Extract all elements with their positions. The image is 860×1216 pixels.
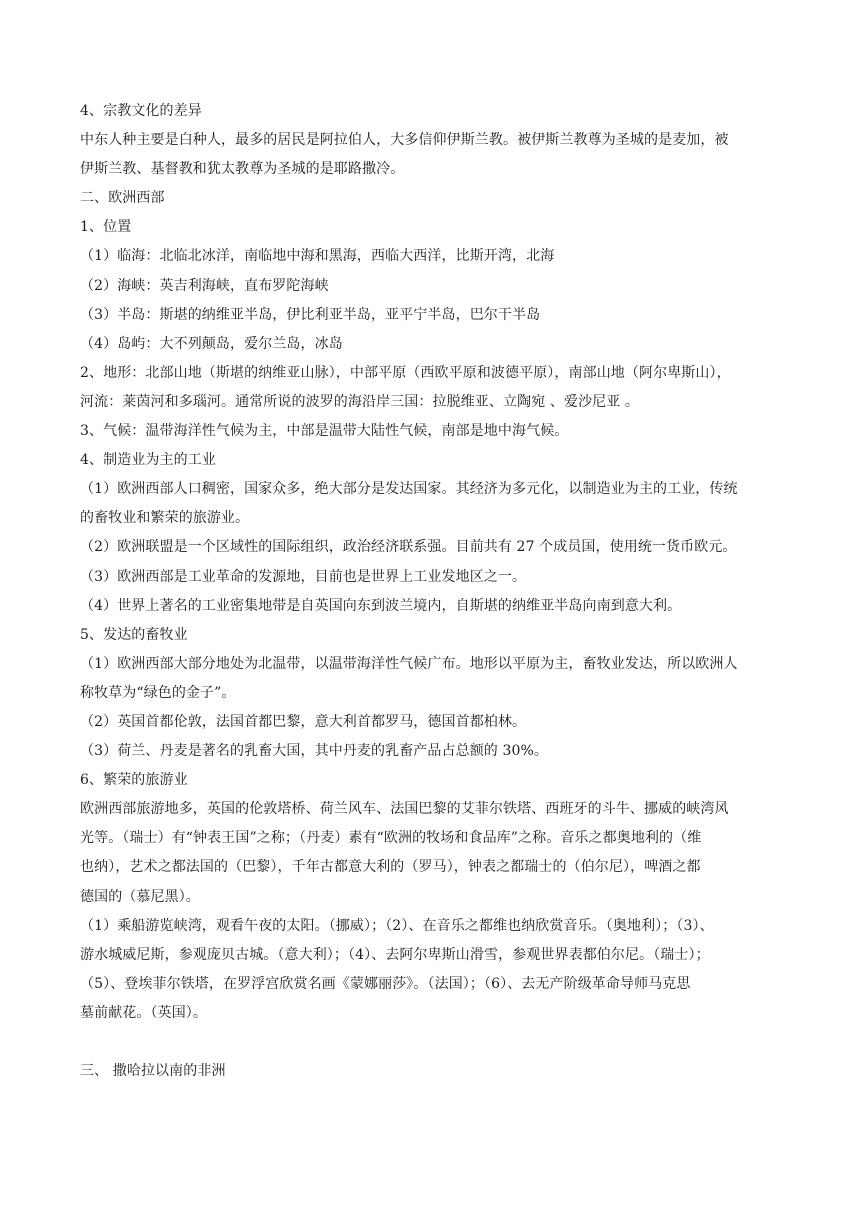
heading-religion-culture: 4、宗教文化的差异 [80,103,202,119]
paragraph-line: 称牧草为“绿色的金子”。 [80,684,236,701]
paragraph-line: 的畜牧业和繁荣的旅游业。 [80,510,250,527]
list-item: （1）欧洲西部人口稠密，国家众多，绝大部分是发达国家。其经济为多元化，以制造业为主的工业，传统 [80,481,738,498]
paragraph-line: 伊斯兰教、基督教和犹太教尊为圣城的是耶路撒冷。 [80,161,405,178]
list-item: （2）欧洲联盟是一个区域性的国际组织，政治经济联系强。目前共有 27 个成员国，使用统一货币欧元。 [80,539,737,556]
section-heading-sub-saharan-africa: 三、 撒哈拉以南的非洲 [80,1063,226,1080]
list-item: （3）荷兰、丹麦是著名的乳畜大国，其中丹麦的乳畜产品占总额的 30%。 [80,743,548,760]
paragraph-line: （5）、登埃菲尔铁塔，在罗浮宫欣赏名画《蒙娜丽莎》。（法国）；（6）、去无产阶级革命导师马克思 [80,975,691,992]
paragraph-line: 中东人种主要是白种人，最多的居民是阿拉伯人，大多信仰伊斯兰教。被伊斯兰教尊为圣城的是麦加，被 [80,132,729,149]
paragraph-line: 德国的（慕尼黑）。 [80,888,200,905]
document-page [80,97,790,1086]
list-item: （3）半岛：斯堪的纳维亚半岛，伊比利亚半岛，亚平宁半岛，巴尔干半岛 [80,306,541,323]
list-item: （4）岛屿：大不列颠岛，爱尔兰岛，冰岛 [80,335,343,352]
section-heading-western-europe: 二、欧洲西部 [80,190,165,207]
list-item: （3）欧洲西部是工业革命的发源地，目前也是世界上工业发地区之一。 [80,568,527,585]
paragraph-line: 2、地形：北部山地（斯堪的纳维亚山脉），中部平原（西欧平原和波德平原），南部山地（阿尔卑斯山）， [80,364,731,381]
heading-location: 1、位置 [80,219,132,236]
heading-animal-husbandry: 5、发达的畜牧业 [80,626,188,643]
paragraph-line: 光等。（瑞士）有“钟表王国”之称；（丹麦）素有“欧洲的牧场和食品库”之称。音乐之都奥地利的（维 [80,830,702,847]
blank-line [80,1028,790,1057]
list-item: （1）欧洲西部大部分地处为北温带，以温带海洋性气候广布。地形以平原为主，畜牧业发达，所以欧洲人 [80,655,738,672]
list-item: （2）海峡：英吉利海峡，直布罗陀海峡 [80,277,329,294]
heading-tourism: 6、繁荣的旅游业 [80,772,188,789]
paragraph-line: 也纳），艺术之都法国的（巴黎），千年古都意大利的（罗马），钟表之都瑞士的（伯尔尼），啤酒之都 [80,859,701,876]
paragraph-line: （1）乘船游览峡湾，观看午夜的太阳。（挪威）；（2）、在音乐之都维也纳欣赏音乐。（奥地利）；（3）、 [80,917,714,934]
heading-industry: 4、制造业为主的工业 [80,452,216,469]
paragraph-line: 墓前献花。（英国）。 [80,1004,207,1021]
paragraph-line: 游水城威尼斯，参观庞贝古城。（意大利）；（4）、去阿尔卑斯山滑雪，参观世界表都伯尔尼。（瑞士）； [80,946,710,963]
paragraph-line: 欧洲西部旅游地多，英国的伦敦塔桥、荷兰风车、法国巴黎的艾菲尔铁塔、西班牙的斗牛、挪威的峡湾风 [80,801,729,818]
list-item: （2）英国首都伦敦，法国首都巴黎，意大利首都罗马，德国首都柏林。 [80,713,527,730]
paragraph-line: 河流：莱茵河和多瑙河。通常所说的波罗的海沿岸三国：拉脱维亚、立陶宛 、爱沙尼亚 。 [80,393,639,410]
list-item: （4）世界上著名的工业密集地带是自英国向东到波兰境内，自斯堪的纳维亚半岛向南到意大利。 [80,597,682,614]
paragraph-line: 3、气候：温带海洋性气候为主，中部是温带大陆性气候，南部是地中海气候。 [80,423,569,440]
list-item: （1）临海：北临北冰洋，南临地中海和黑海，西临大西洋，比斯开湾，北海 [80,248,555,265]
